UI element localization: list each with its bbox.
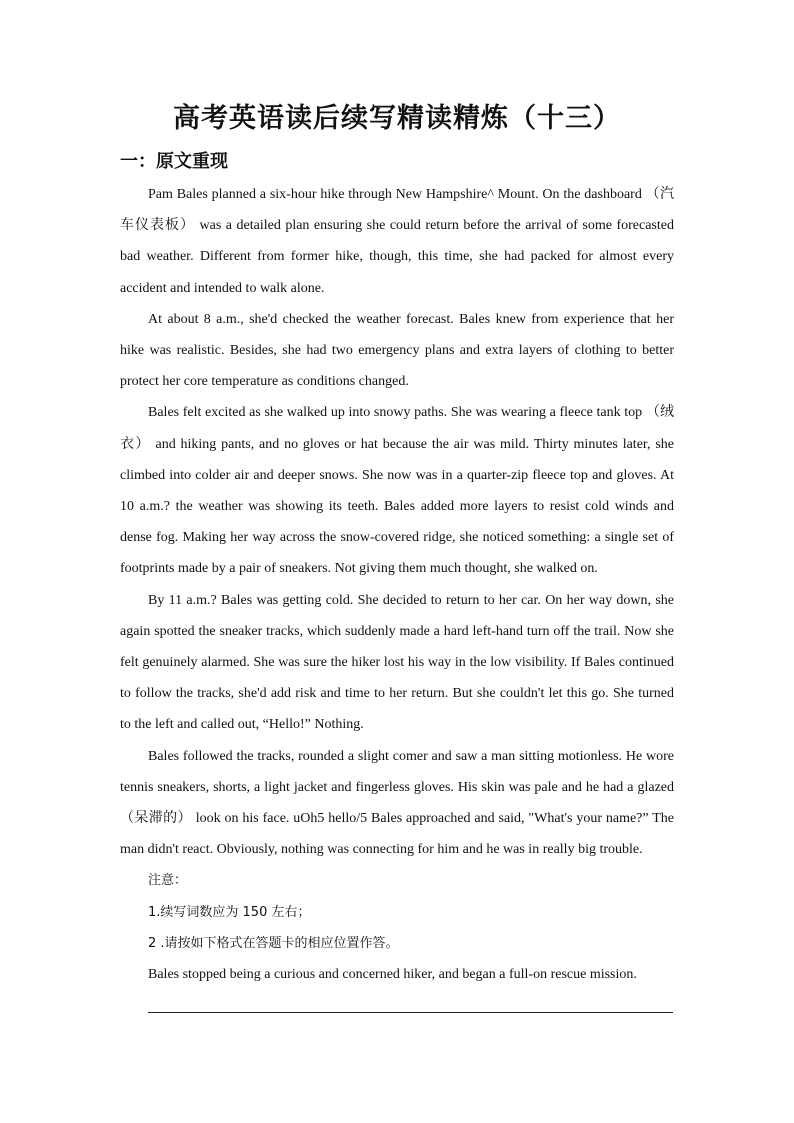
note-item-1: 1.续写词数应为 150 左右； <box>148 904 311 920</box>
passage-body <box>120 179 674 990</box>
document-title: 高考英语读后续写精读精炼（十三） <box>173 103 621 134</box>
note-item-2: 2 .请按如下格式在答题卡的相应位置作答。 <box>148 935 399 951</box>
passage-paragraph-3: Bales felt excited as she walked up into snowy paths. She was wearing a fleece tank top （绒衣） and hiking pants, and no gloves or hat because the air was mild. Thirty minutes later, she climbed into colder air and deeper snows. She now was in a quarter-zip fleece top and gloves. At 10 a.m.? the weather was showing its teeth. Bales added more layers to resist cold winds and dense fog. Making her way across the snow-covered ridge, she noticed something: a single set of footprints made by a pair of sneakers. Not giving them much thought, she walked on. <box>120 405 674 577</box>
passage-paragraph-2: At about 8 a.m., she'd checked the weather forecast. Bales knew from experience that her hike was realistic. Besides, she had two emergency plans and extra layers of clothing to better protect her core temperature as conditions changed. <box>120 311 674 390</box>
answer-line <box>148 1012 673 1013</box>
notes-heading: 注意： <box>148 873 188 889</box>
passage-paragraph-1: Pam Bales planned a six-hour hike through New Hampshire^ Mount. On the dashboard （汽车仪表板） was a detailed plan ensuring she could return before the arrival of some forecasted bad weather. Different from former hike, though, this time, she had packed for almost every accident and intended to walk alone. <box>120 187 674 296</box>
continuation-prompt: Bales stopped being a curious and concerned hiker, and began a full-on rescue mission. <box>148 967 637 983</box>
passage-paragraph-4: By 11 a.m.? Bales was getting cold. She decided to return to her car. On her way down, she again spotted the sneaker tracks, which suddenly made a hard left-hand turn off the trail. Now she felt genuinely alarmed. She was sure the hiker lost his way in the low visibility. If Bales continued to follow the tracks, she'd add risk and time to her return. But she couldn't let this go. She turned to the left and called out, “Hello!” Nothing. <box>120 592 674 733</box>
passage-paragraph-5: Bales followed the tracks, rounded a slight comer and saw a man sitting motionless. He wore tennis sneakers, shorts, a light jacket and fingerless gloves. His skin was pale and he had a glazed （呆滞的） look on his face. uOh5 hello/5 Bales approached and said, "What's your name?” The man didn't react. Obviously, nothing was connecting for him and he was in really big trouble. <box>120 748 674 858</box>
section-heading: 一：原文重现 <box>120 151 228 172</box>
